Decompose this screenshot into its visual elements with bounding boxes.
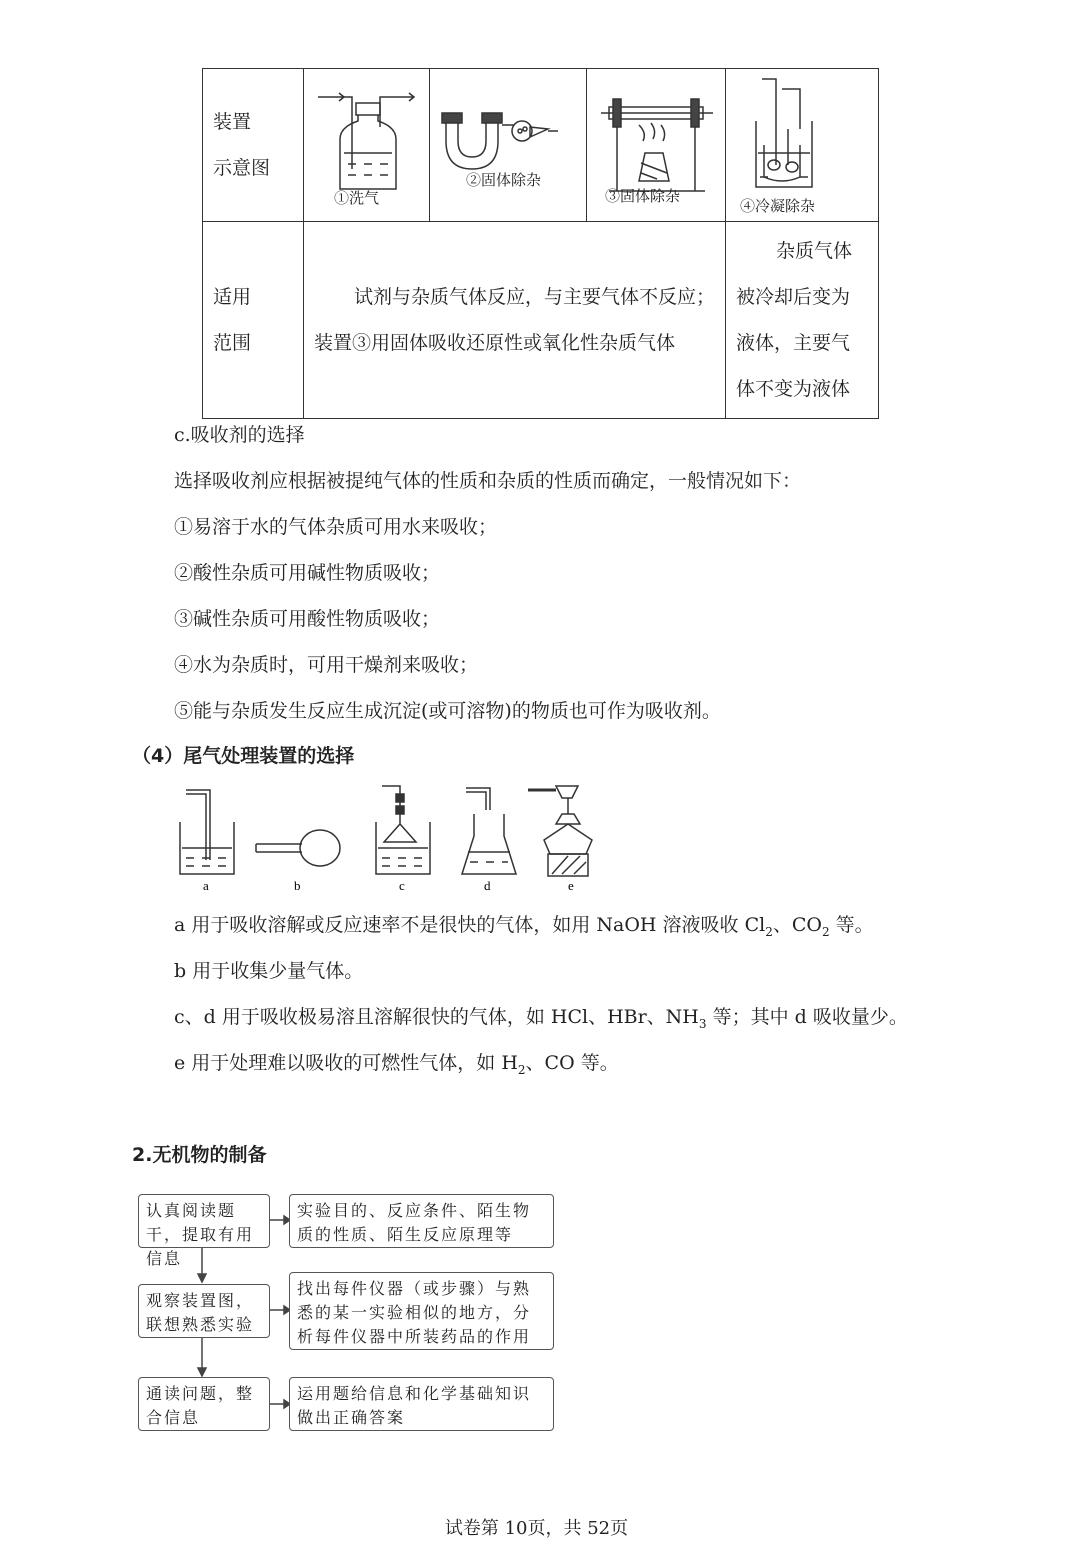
cell-u-tube	[430, 69, 587, 222]
section-2-heading: 2.无机物的制备	[132, 1144, 267, 1166]
caption-wash-gas: ①洗气	[334, 189, 380, 207]
absorbent-title: c.吸收剂的选择	[174, 424, 305, 446]
row-label-scope: 适用 范围	[203, 222, 304, 419]
scope-description-condenser: 杂质气体被冷却后变为液体，主要气体不变为液体	[726, 222, 879, 419]
absorbent-item-1: ①易溶于水的气体杂质可用水来吸收；	[174, 516, 498, 538]
absorbent-item-4: ④水为杂质时，可用干燥剂来吸收；	[174, 654, 479, 676]
flow-step-3: 通读问题，整合信息	[138, 1377, 270, 1431]
tail-line-b: b 用于收集少量气体。	[174, 960, 364, 982]
apparatus-table	[202, 68, 879, 419]
flow-step-2: 观察装置图，联想熟悉实验	[138, 1284, 270, 1338]
label-c: c	[399, 878, 405, 893]
absorbent-item-2: ②酸性杂质可用碱性物质吸收；	[174, 562, 441, 584]
cell-wash-gas	[304, 69, 430, 222]
row-label-apparatus: 装置 示意图	[203, 69, 304, 222]
label-b: b	[294, 878, 301, 893]
absorbent-item-3: ③碱性杂质可用酸性物质吸收；	[174, 608, 441, 630]
tail-gas-apparatus-figure	[170, 780, 610, 896]
flow-detail-3: 运用题给信息和化学基础知识做出正确答案	[289, 1377, 554, 1431]
absorbent-item-5: ⑤能与杂质发生反应生成沉淀(或可溶物)的物质也可作为吸收剂。	[174, 700, 721, 722]
flow-detail-2: 找出每件仪器（或步骤）与熟悉的某一实验相似的地方，分析每件仪器中所装药品的作用	[289, 1272, 554, 1350]
cell-heated-tube	[587, 69, 726, 222]
tail-line-cd: c、d 用于吸收极易溶且溶解很快的气体，如 HCl、HBr、$NH_3$ 等；其中 d 吸收量少。	[174, 1006, 908, 1031]
scope-description-main: 试剂与杂质气体反应，与主要气体不反应；装置③用固体吸收还原性或氧化性杂质气体	[304, 222, 726, 419]
u-tube-illustration	[430, 69, 587, 221]
page-footer: 试卷第 10页，共 52页	[444, 1518, 629, 1539]
tail-line-e: e 用于处理难以吸收的可燃性气体，如 $H_2$、CO 等。	[174, 1052, 619, 1077]
flow-step-1: 认真阅读题干，提取有用信息	[138, 1194, 270, 1248]
caption-heated-tube: ③固体除杂	[605, 187, 681, 205]
tail-line-a: a 用于吸收溶解或反应速率不是很快的气体，如用 NaOH 溶液吸收 $Cl_2$、$CO_2$ 等。	[174, 914, 874, 939]
caption-u-tube: ②固体除杂	[466, 171, 542, 189]
label-e: e	[568, 878, 574, 893]
tail-gas-heading: （4）尾气处理装置的选择	[132, 745, 355, 767]
flow-detail-1: 实验目的、反应条件、陌生物质的性质、陌生反应原理等	[289, 1194, 554, 1248]
caption-condenser: ④冷凝除杂	[740, 197, 816, 215]
label-d: d	[484, 878, 491, 893]
absorbent-intro: 选择吸收剂应根据被提纯气体的性质和杂质的性质而确定，一般情况如下：	[174, 470, 802, 492]
cell-condenser	[726, 69, 879, 222]
label-a: a	[203, 878, 209, 893]
